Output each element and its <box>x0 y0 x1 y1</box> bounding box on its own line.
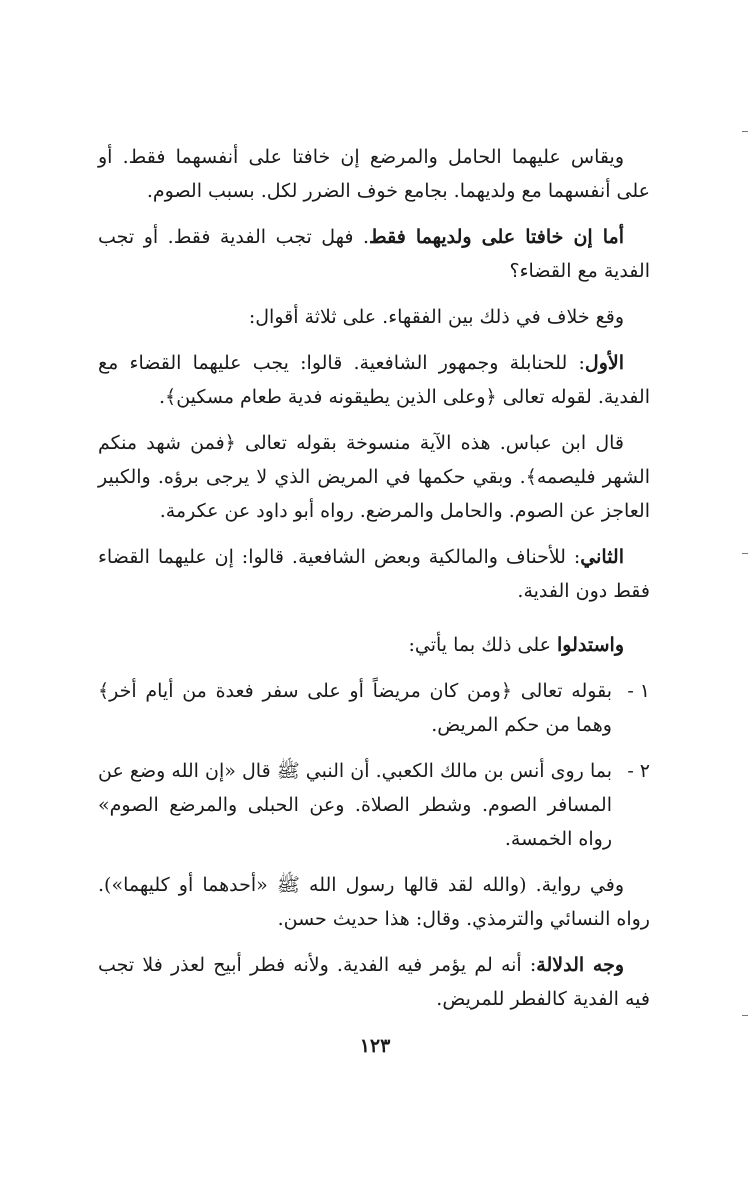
second-opinion-text: : للأحناف والمالكية وبعض الشافعية. قالوا: إن عليهما القضاء فقط دون الفدية. <box>98 546 650 602</box>
list-item <box>98 754 650 856</box>
evidence-heading: واستدلوا <box>557 634 624 656</box>
margin-tick <box>742 1015 748 1016</box>
paragraph-analogy: ويقاس عليهما الحامل والمرضع إن خافتا على أنفسهما فقط. أو على أنفسهما مع ولديهما. بجامع خوف الضرر لكل. بسبب الصوم. <box>98 146 650 202</box>
list-item-number: ١ - <box>627 680 650 702</box>
first-opinion-heading: الأول <box>584 352 624 374</box>
page-number: ١٢٣ <box>359 1035 391 1057</box>
paragraph-narration: وفي رواية. (والله لقد قالها رسول الله ﷺ «أحدهما أو كليهما»). رواه النسائي والترمذي. وقال: هذا حديث حسن. <box>98 874 650 930</box>
second-opinion-heading: الثاني <box>580 546 624 568</box>
first-opinion-text: : للحنابلة وجمهور الشافعية. قالوا: يجب عليهما القضاء مع الفدية. لقوله تعالى ﴿وعلى الذين يطيقونه فدية طعام مسكين﴾. <box>98 352 650 408</box>
paragraph-evidence-intro <box>98 628 650 662</box>
inference-text: : أنه لم يؤمر فيه الفدية. ولأنه فطر أبيح لعذر فلا تجب فيه الفدية كالفطر للمريض. <box>98 954 650 1010</box>
list-item-text: بما روى أنس بن مالك الكعبي. أن النبي ﷺ قال «إن الله وضع عن المسافر الصوم. وشطر الصلاة. وعن الحبلى والمرضع الصوم» رواه الخمسة. <box>98 760 612 850</box>
paragraph-second-opinion <box>98 540 650 608</box>
inference-heading: وجه الدلالة <box>536 954 624 976</box>
evidence-intro-text: على ذلك بما يأتي: <box>408 634 558 656</box>
paragraph-question-rest: . فهل تجب الفدية فقط. أو تجب الفدية مع القضاء؟ <box>98 226 650 282</box>
list-item <box>98 674 650 742</box>
paragraph-ibn-abbas: قال ابن عباس. هذه الآية منسوخة بقوله تعالى ﴿فمن شهد منكم الشهر فليصمه﴾. وبقي حكمها في المريض الذي لا يرجى برؤه. والكبير العاجز عن الصوم. والحامل والمرضع. رواه أبو داود عن عكرمة. <box>98 432 650 522</box>
paragraph-first-opinion <box>98 346 650 414</box>
paragraph-question <box>98 220 650 288</box>
paragraph-disagreement: وقع خلاف في ذلك بين الفقهاء. على ثلاثة أقوال: <box>248 306 624 328</box>
paragraph-question-lead: أما إن خافتا على ولديهما فقط <box>369 226 624 248</box>
list-item-text: بقوله تعالى ﴿ومن كان مريضاً أو على سفر فعدة من أيام أخر﴾ وهما من حكم المريض. <box>98 680 612 736</box>
list-item-number: ٢ - <box>627 760 650 782</box>
margin-tick <box>742 553 748 554</box>
paragraph-inference <box>98 948 650 1016</box>
page-body <box>98 140 650 1028</box>
margin-tick <box>742 131 748 132</box>
